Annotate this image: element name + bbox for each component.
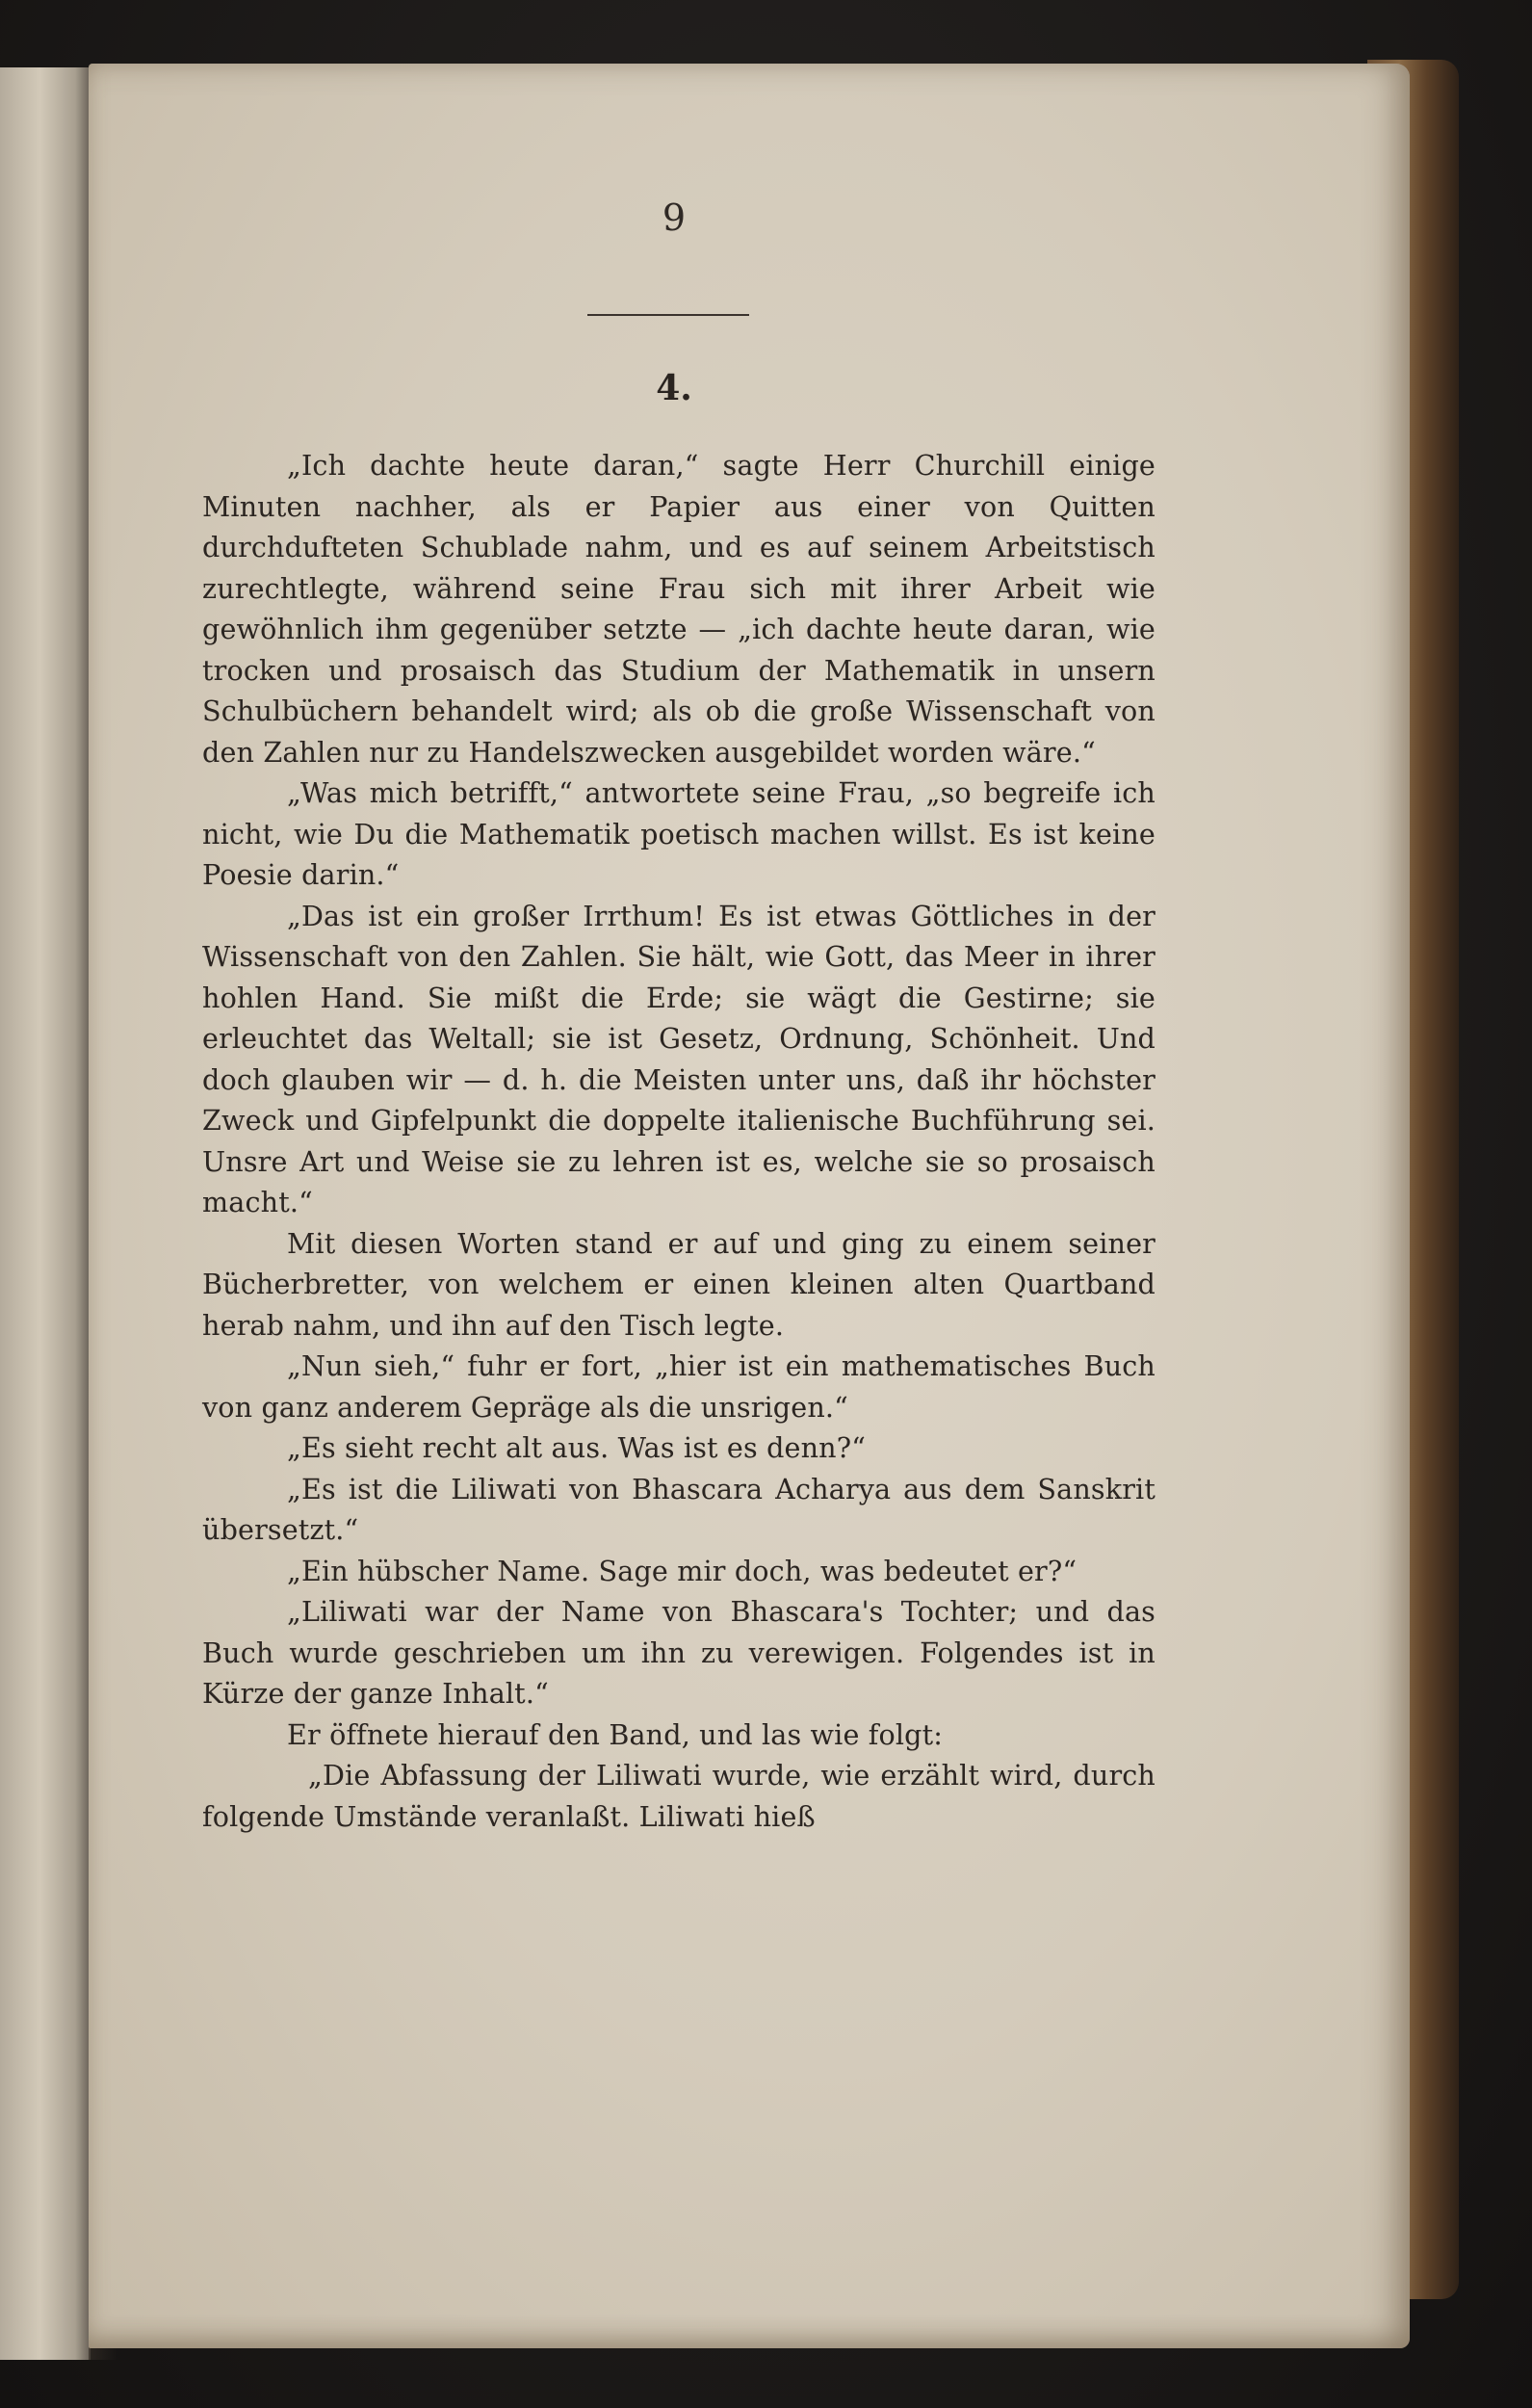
page-number: 9 xyxy=(662,196,687,239)
paragraph: „Die Abfassung der Liliwati wurde, wie erzählt wird, durch folgende Umstände veranlaßt. Liliwati hieß xyxy=(202,1759,1155,1833)
body-text xyxy=(202,445,1155,1837)
paragraph: „Es sieht recht alt aus. Was ist es denn?“ xyxy=(287,1431,866,1464)
paragraph: Mit diesen Worten stand er auf und ging zu einem seiner Bücherbretter, von welchem er einen kleinen alten Quartband herab nahm, und ihn auf den Tisch legte. xyxy=(202,1226,1155,1342)
section-heading: 4. xyxy=(656,368,692,408)
paragraph: „Nun sieh,“ fuhr er fort, „hier ist ein mathematisches Buch von ganz anderem Gepräge als die unsrigen.“ xyxy=(202,1349,1155,1424)
paragraph: „Das ist ein großer Irrthum! Es ist etwas Göttliches in der Wissenschaft von den Zahlen. Sie hält, wie Gott, das Meer in ihrer hohlen Hand. Sie mißt die Erde; sie wägt die Gestirne; sie erleuchtet das Weltall; sie ist Gesetz, Ordnung, Schönheit. Und doch glauben wir — d. h. die Meisten unter uns, daß ihr höchster Zweck und Gipfelpunkt die doppelte italienische Buchführung sei. Unsre Art und Weise sie zu lehren ist es, welche sie so prosaisch macht.“ xyxy=(202,899,1155,1218)
paragraph: Er öffnete hierauf den Band, und las wie folgt: xyxy=(287,1717,944,1751)
paragraph: „Liliwati war der Name von Bhascara's Tochter; und das Buch wurde geschrieben um ihn zu verewigen. Folgendes ist in Kürze der ganze Inhalt.“ xyxy=(202,1595,1155,1710)
paragraph: „Ich dachte heute daran,“ sagte Herr Churchill einige Minuten nachher, als er Papier aus einer von Quitten durchdufteten Schublade nahm, und es auf seinem Arbeitstisch zurechtlegte, während seine Frau sich mit ihrer Arbeit wie gewöhnlich ihm gegenüber setzte — „ich dachte heute daran, wie trocken und prosaisch das Studium der Mathematik in unsern Schulbüchern behandelt wird; als ob die große Wissenschaft von den Zahlen nur zu Handelszwecken ausgebildet worden wäre.“ xyxy=(202,449,1155,769)
paragraph: „Was mich betrifft,“ antwortete seine Frau, „so begreife ich nicht, wie Du die Mathematik poetisch machen willst. Es ist keine Poesie darin.“ xyxy=(202,776,1155,891)
paragraph: „Ein hübscher Name. Sage mir doch, was bedeutet er?“ xyxy=(287,1554,1078,1587)
paragraph: „Es ist die Liliwati von Bhascara Acharya aus dem Sanskrit übersetzt.“ xyxy=(202,1472,1155,1546)
header-rule xyxy=(587,314,749,316)
facing-page-edge xyxy=(0,67,91,2360)
